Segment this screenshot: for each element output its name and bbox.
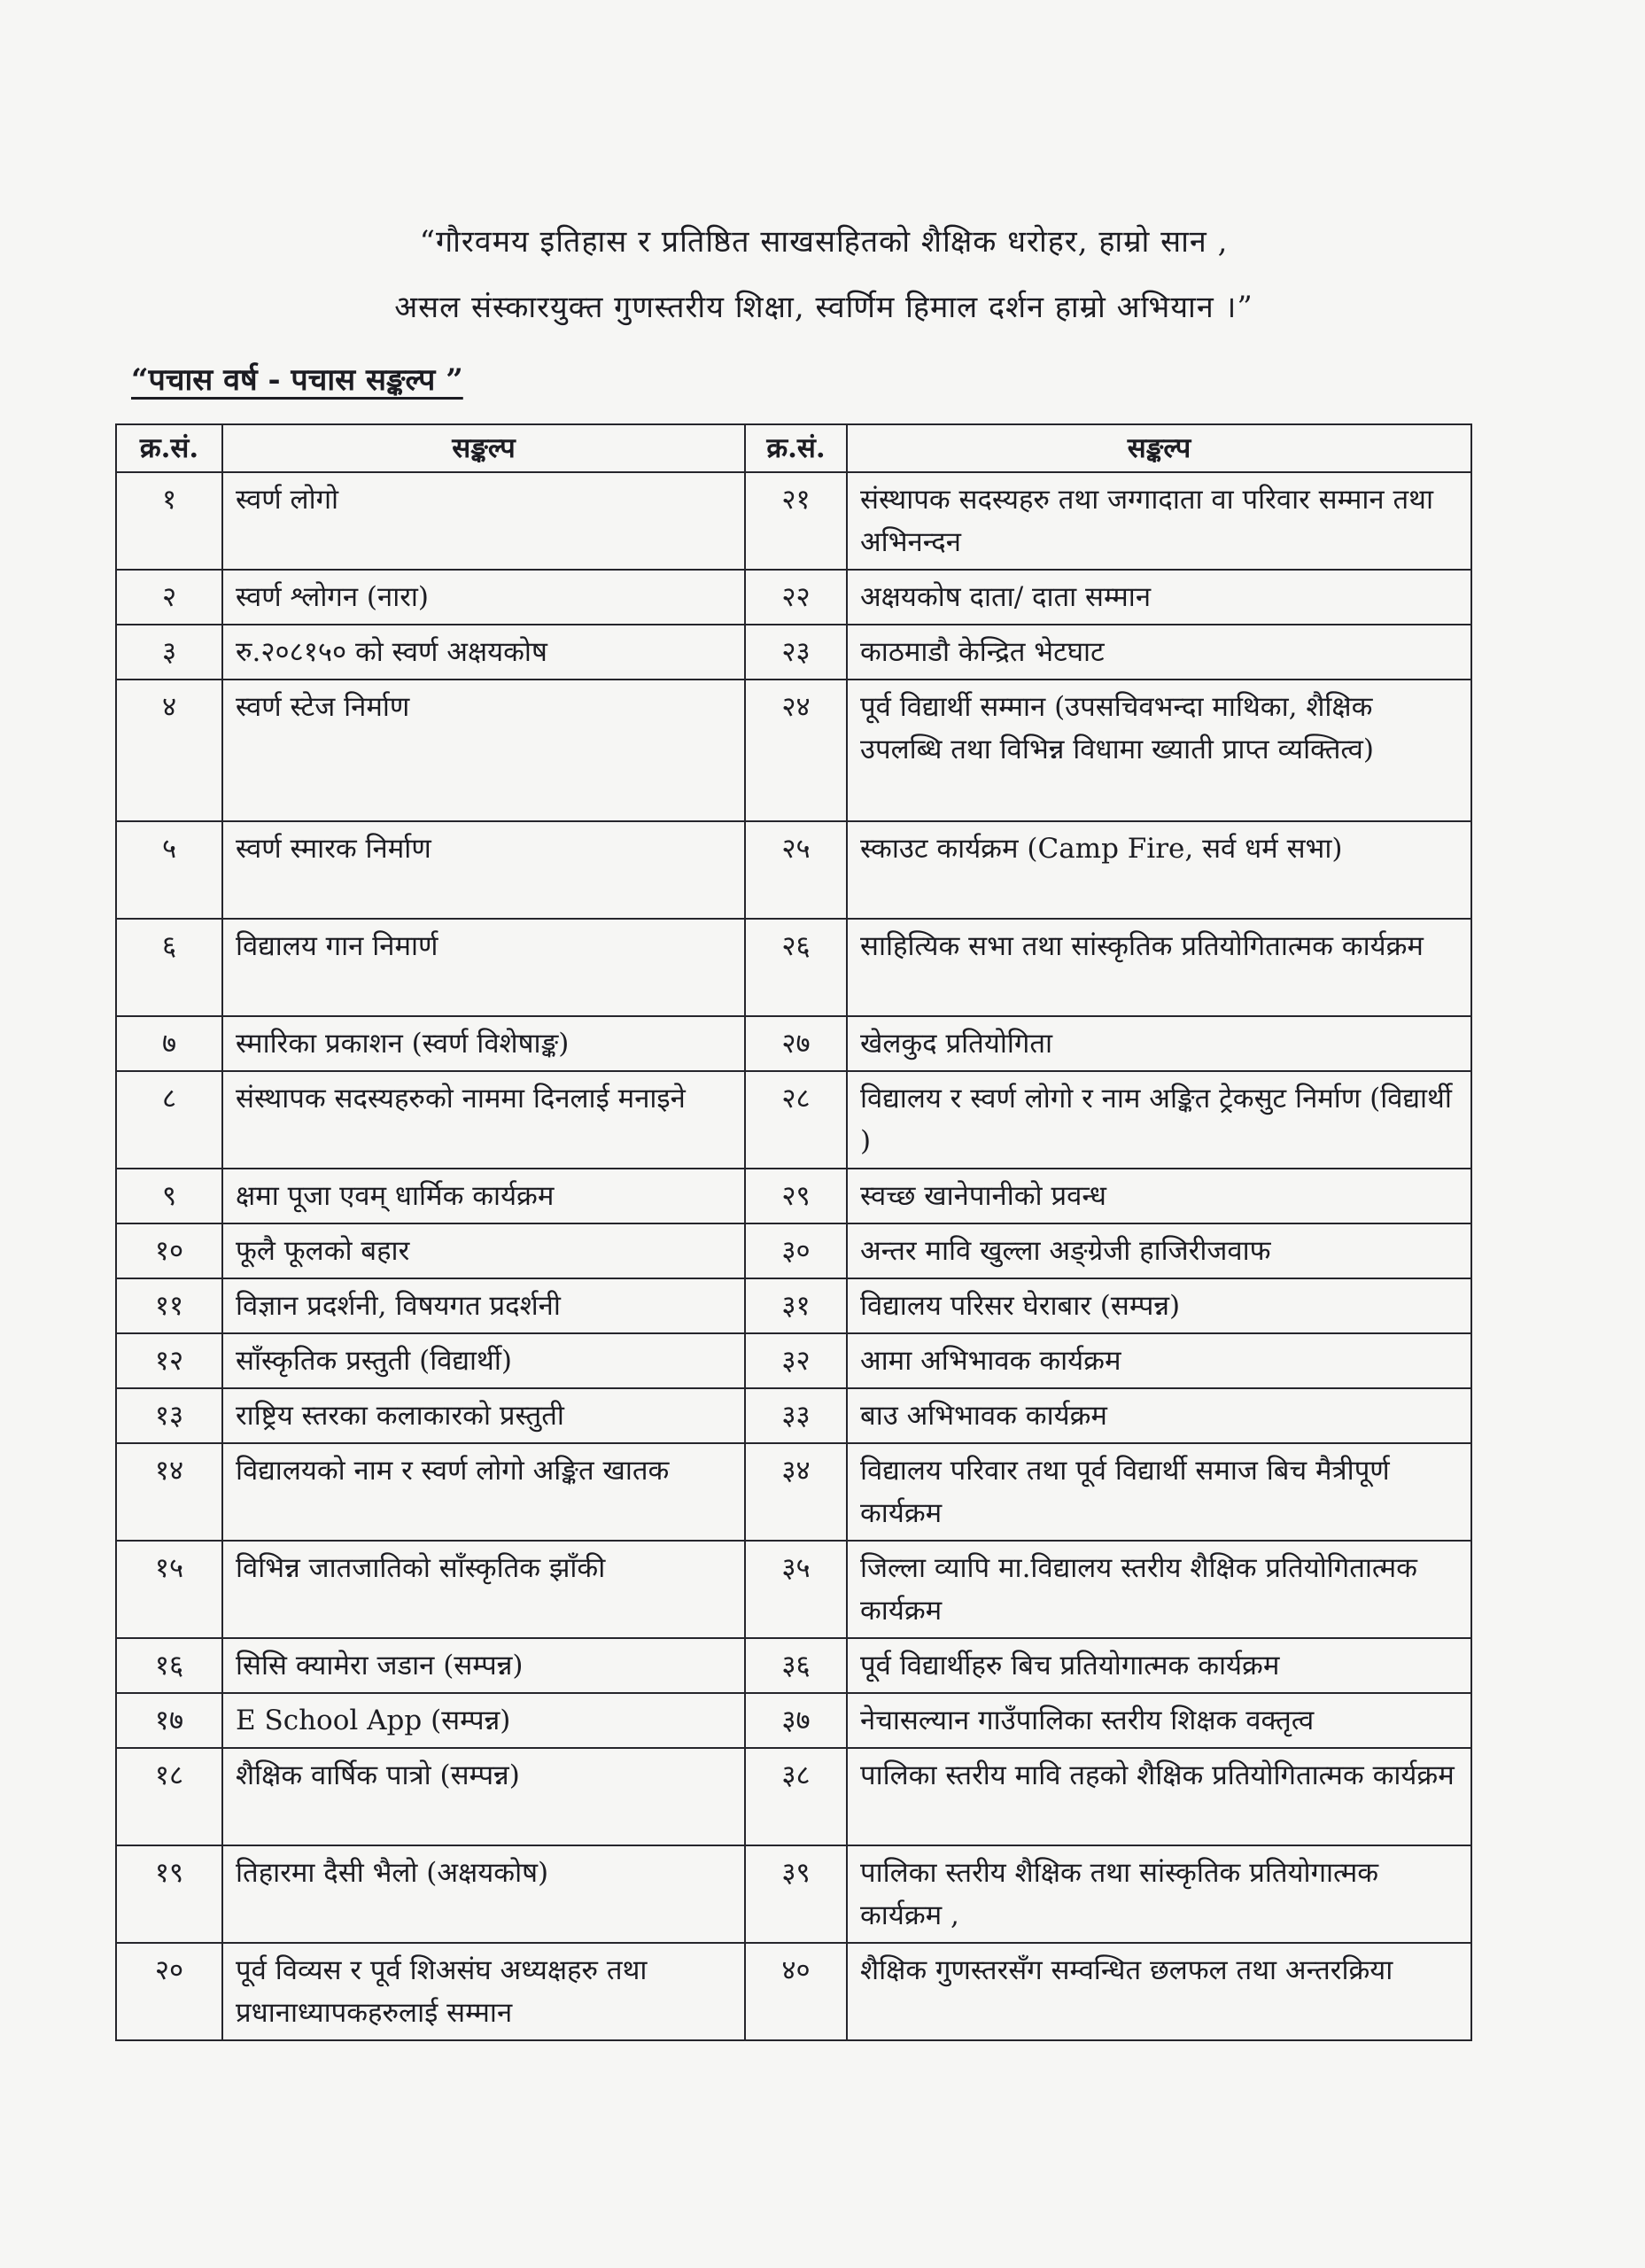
resolutions-table	[115, 423, 1472, 2041]
serial-cell: ३२	[745, 1333, 847, 1388]
serial-cell: २०	[116, 1943, 222, 2040]
table-row	[116, 1278, 1471, 1333]
table-row	[116, 472, 1471, 570]
table-row	[116, 1169, 1471, 1223]
serial-cell: ७	[116, 1016, 222, 1071]
table-row	[116, 1016, 1471, 1071]
resolution-cell: जिल्ला व्यापि मा.विद्यालय स्तरीय शैक्षिक प्रतियोगितात्मक कार्यक्रम	[847, 1541, 1471, 1638]
table-row	[116, 919, 1471, 1016]
table-row	[116, 1693, 1471, 1748]
table-row	[116, 1943, 1471, 2040]
serial-cell: ५	[116, 821, 222, 919]
resolution-cell: विद्यालय र स्वर्ण लोगो र नाम अङ्कित ट्रेकसुट निर्माण (विद्यार्थी )	[847, 1071, 1471, 1169]
table-row	[116, 821, 1471, 919]
table-row	[116, 1748, 1471, 1845]
resolution-cell: विद्यालय गान निमार्ण	[222, 919, 745, 1016]
table-row	[116, 1443, 1471, 1541]
resolution-cell: बाउ अभिभावक कार्यक्रम	[847, 1388, 1471, 1443]
resolution-cell: खेलकुद प्रतियोगिता	[847, 1016, 1471, 1071]
serial-cell: २८	[745, 1071, 847, 1169]
serial-cell: २२	[745, 570, 847, 625]
table-row	[116, 625, 1471, 680]
resolution-cell: स्वर्ण लोगो	[222, 472, 745, 570]
serial-cell: २९	[745, 1169, 847, 1223]
resolution-cell: क्षमा पूजा एवम् धार्मिक कार्यक्रम	[222, 1169, 745, 1223]
resolution-cell: E School App (सम्पन्न)	[222, 1693, 745, 1748]
header-resolution-right: सङ्कल्प	[847, 424, 1471, 472]
resolution-cell: अक्षयकोष दाता/ दाता सम्मान	[847, 570, 1471, 625]
resolution-cell: संस्थापक सदस्यहरु तथा जग्गादाता वा परिवार सम्मान तथा अभिनन्दन	[847, 472, 1471, 570]
table-row	[116, 1333, 1471, 1388]
serial-cell: १५	[116, 1541, 222, 1638]
serial-cell: ३८	[745, 1748, 847, 1845]
resolution-cell: पूर्व विव्यस र पूर्व शिअसंघ अध्यक्षहरु तथा प्रधानाध्यापकहरुलाई सम्मान	[222, 1943, 745, 2040]
serial-cell: ११	[116, 1278, 222, 1333]
serial-cell: ३५	[745, 1541, 847, 1638]
serial-cell: २	[116, 570, 222, 625]
resolution-cell: स्काउट कार्यक्रम (Camp Fire, सर्व धर्म सभा)	[847, 821, 1471, 919]
resolution-cell: विभिन्न जातजातिको साँस्कृतिक झाँकी	[222, 1541, 745, 1638]
resolution-cell: स्वर्ण स्मारक निर्माण	[222, 821, 745, 919]
motto-line-2: असल संस्कारयुक्त गुणस्तरीय शिक्षा, स्वर्णिम हिमाल दर्शन हाम्रो अभियान ।”	[394, 290, 1253, 325]
resolution-cell: साहित्यिक सभा तथा सांस्कृतिक प्रतियोगितात्मक कार्यक्रम	[847, 919, 1471, 1016]
table-header-row	[116, 424, 1471, 472]
serial-cell: १९	[116, 1845, 222, 1943]
table-row	[116, 1541, 1471, 1638]
resolution-cell: स्वर्ण स्टेज निर्माण	[222, 680, 745, 821]
resolution-cell: आमा अभिभावक कार्यक्रम	[847, 1333, 1471, 1388]
serial-cell: २७	[745, 1016, 847, 1071]
resolution-cell: पूर्व विद्यार्थीहरु बिच प्रतियोगात्मक कार्यक्रम	[847, 1638, 1471, 1693]
serial-cell: २३	[745, 625, 847, 680]
resolution-cell: स्वच्छ खानेपानीको प्रवन्ध	[847, 1169, 1471, 1223]
resolution-cell: स्मारिका प्रकाशन (स्वर्ण विशेषाङ्क)	[222, 1016, 745, 1071]
serial-cell: १८	[116, 1748, 222, 1845]
resolution-cell: सिसि क्यामेरा जडान (सम्पन्न)	[222, 1638, 745, 1693]
table-row	[116, 1638, 1471, 1693]
serial-cell: ३७	[745, 1693, 847, 1748]
resolution-cell: तिहारमा दैसी भैलो (अक्षयकोष)	[222, 1845, 745, 1943]
table-row	[116, 570, 1471, 625]
serial-cell: १४	[116, 1443, 222, 1541]
header-serial-left: क्र.सं.	[116, 424, 222, 472]
header-serial-right: क्र.सं.	[745, 424, 847, 472]
resolution-cell: राष्ट्रिय स्तरका कलाकारको प्रस्तुती	[222, 1388, 745, 1443]
resolution-cell: शैक्षिक गुणस्तरसँग सम्वन्धित छलफल तथा अन्तरक्रिया	[847, 1943, 1471, 2040]
serial-cell: ३१	[745, 1278, 847, 1333]
resolution-cell: साँस्कृतिक प्रस्तुती (विद्यार्थी)	[222, 1333, 745, 1388]
document-subtitle: “पचास वर्ष - पचास सङ्कल्प ”	[131, 362, 463, 398]
resolution-cell: स्वर्ण श्लोगन (नारा)	[222, 570, 745, 625]
resolution-cell: रु.२०८१५० को स्वर्ण अक्षयकोष	[222, 625, 745, 680]
resolution-cell: पालिका स्तरीय मावि तहको शैक्षिक प्रतियोगितात्मक कार्यक्रम	[847, 1748, 1471, 1845]
resolution-cell: काठमाडौ केन्द्रित भेटघाट	[847, 625, 1471, 680]
resolution-cell: विद्यालय परिसर घेराबार (सम्पन्न)	[847, 1278, 1471, 1333]
resolution-cell: शैक्षिक वार्षिक पात्रो (सम्पन्न)	[222, 1748, 745, 1845]
resolution-cell: विद्यालय परिवार तथा पूर्व विद्यार्थी समाज बिच मैत्रीपूर्ण कार्यक्रम	[847, 1443, 1471, 1541]
table-row	[116, 1388, 1471, 1443]
header-resolution-left: सङ्कल्प	[222, 424, 745, 472]
serial-cell: २६	[745, 919, 847, 1016]
serial-cell: २१	[745, 472, 847, 570]
serial-cell: २५	[745, 821, 847, 919]
serial-cell: ४०	[745, 1943, 847, 2040]
table-row	[116, 680, 1471, 821]
serial-cell: ३६	[745, 1638, 847, 1693]
resolution-cell: नेचासल्यान गाउँपालिका स्तरीय शिक्षक वक्तृत्व	[847, 1693, 1471, 1748]
serial-cell: १७	[116, 1693, 222, 1748]
table-row	[116, 1071, 1471, 1169]
serial-cell: ३३	[745, 1388, 847, 1443]
serial-cell: ४	[116, 680, 222, 821]
table-row	[116, 1845, 1471, 1943]
resolution-cell: विद्यालयको नाम र स्वर्ण लोगो अङ्कित खातक	[222, 1443, 745, 1541]
serial-cell: १६	[116, 1638, 222, 1693]
resolution-cell: विज्ञान प्रदर्शनी, विषयगत प्रदर्शनी	[222, 1278, 745, 1333]
serial-cell: ६	[116, 919, 222, 1016]
serial-cell: २४	[745, 680, 847, 821]
serial-cell: ३४	[745, 1443, 847, 1541]
resolution-cell: पूर्व विद्यार्थी सम्मान (उपसचिवभन्दा माथिका, शैक्षिक उपलब्धि तथा विभिन्न विधामा ख्याती प्राप्त व्यक्तित्व)	[847, 680, 1471, 821]
resolution-cell: फूलै फूलको बहार	[222, 1223, 745, 1278]
motto-line-1: “गौरवमय इतिहास र प्रतिष्ठित साखसहितको शैक्षिक धरोहर, हाम्रो सान ,	[419, 224, 1229, 260]
serial-cell: १०	[116, 1223, 222, 1278]
serial-cell: ३०	[745, 1223, 847, 1278]
serial-cell: १२	[116, 1333, 222, 1388]
resolution-cell: अन्तर मावि खुल्ला अङ्ग्रेजी हाजिरीजवाफ	[847, 1223, 1471, 1278]
serial-cell: ९	[116, 1169, 222, 1223]
serial-cell: ३	[116, 625, 222, 680]
serial-cell: ३९	[745, 1845, 847, 1943]
serial-cell: १	[116, 472, 222, 570]
serial-cell: ८	[116, 1071, 222, 1169]
serial-cell: १३	[116, 1388, 222, 1443]
resolution-cell: संस्थापक सदस्यहरुको नाममा दिनलाई मनाइने	[222, 1071, 745, 1169]
table-row	[116, 1223, 1471, 1278]
resolution-cell: पालिका स्तरीय शैक्षिक तथा सांस्कृतिक प्रतियोगात्मक कार्यक्रम ,	[847, 1845, 1471, 1943]
